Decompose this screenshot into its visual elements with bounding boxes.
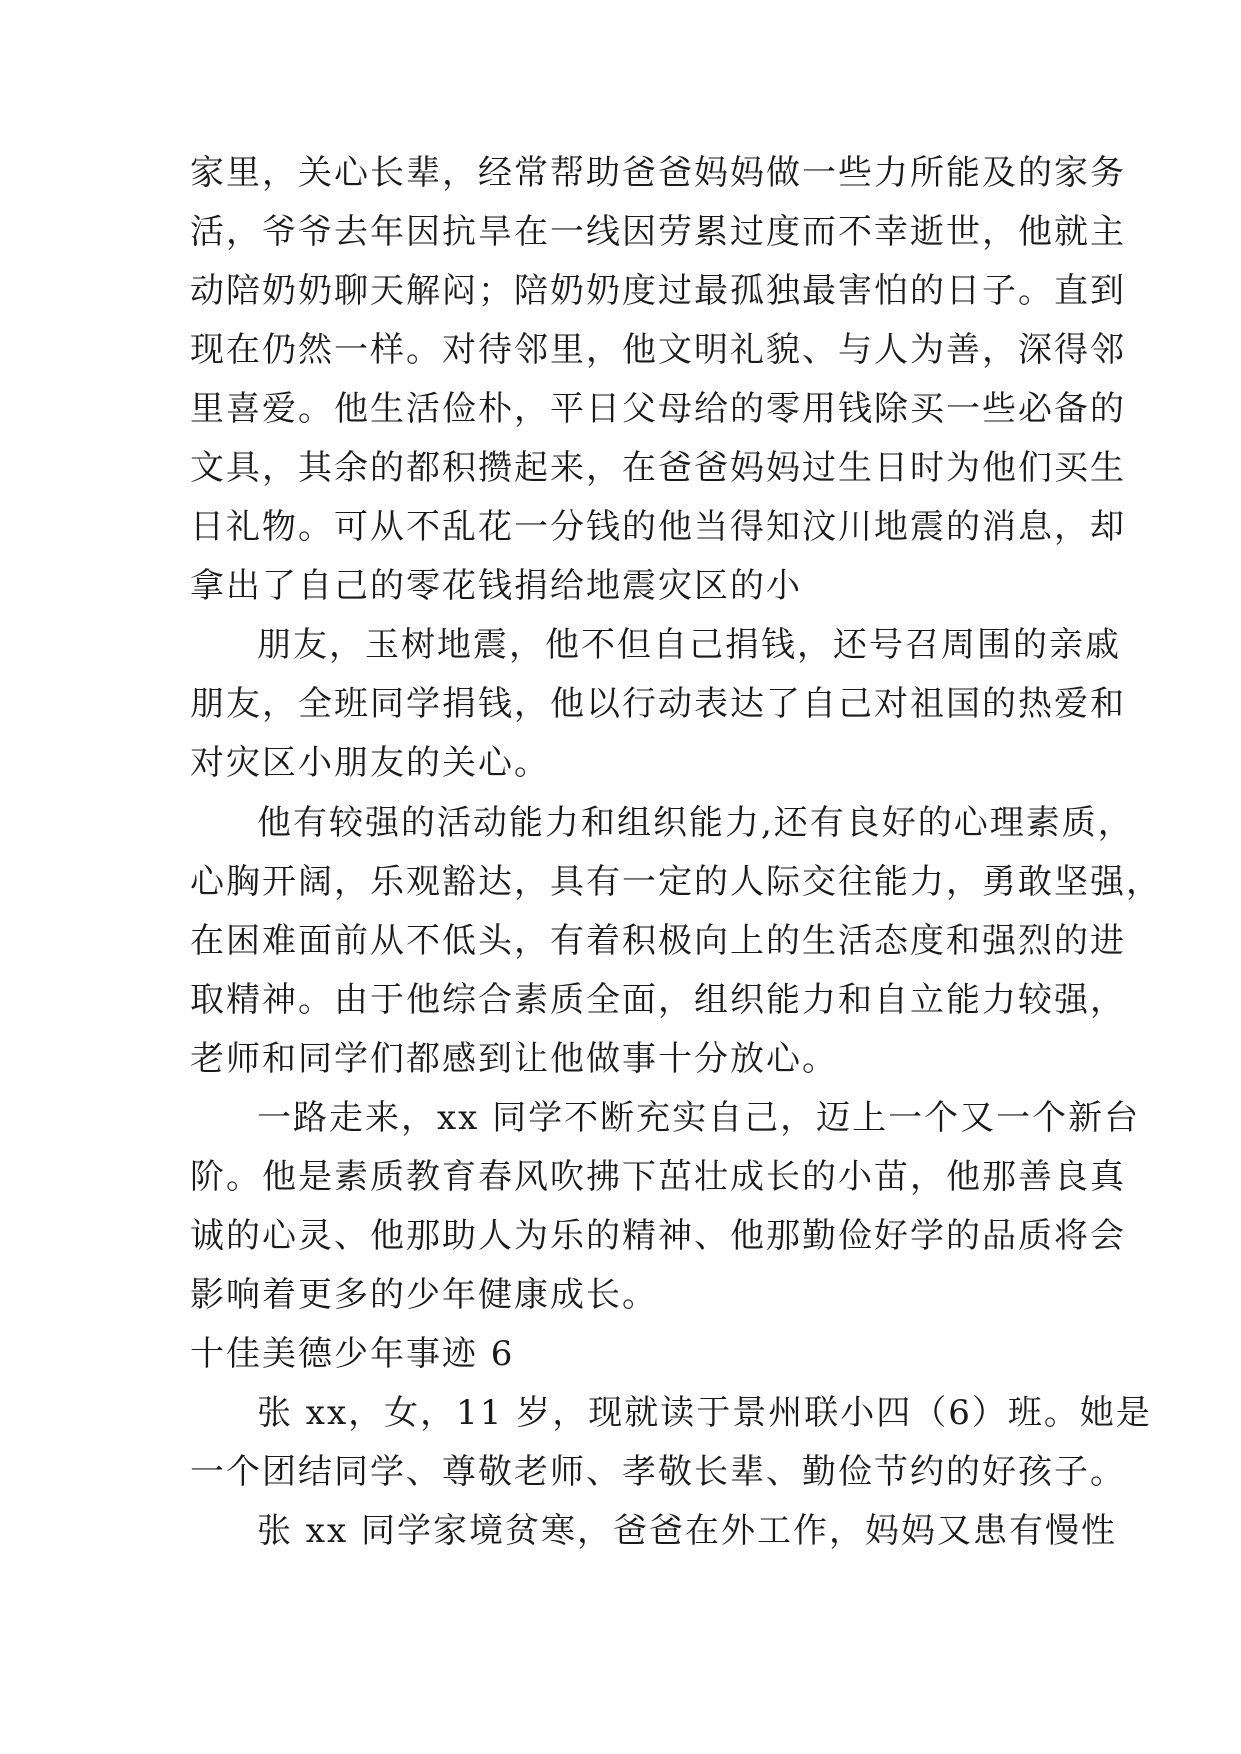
text-line: 老师和同学们都感到让他做事十分放心。 xyxy=(190,1039,838,1079)
text-line: 一路走来，xx 同学不断充实自己，迈上一个又一个新台 xyxy=(257,1098,1141,1138)
text-line: 张 xx 同学家境贫寒，爸爸在外工作，妈妈又患有慢性 xyxy=(257,1511,1117,1551)
text-line: 活，爷爷去年因抗旱在一线因劳累过度而不幸逝世，他就主 xyxy=(190,212,1126,252)
text-line: 阶。他是素质教育春风吹拂下茁壮成长的小苗，他那善良真 xyxy=(190,1157,1126,1197)
text-line: 拿出了自己的零花钱捐给地震灾区的小 xyxy=(190,566,802,606)
section-heading: 十佳美德少年事迹 6 xyxy=(190,1334,515,1374)
text-line: 动陪奶奶聊天解闷；陪奶奶度过最孤独最害怕的日子。直到 xyxy=(190,271,1126,311)
text-line: 日礼物。可从不乱花一分钱的他当得知汶川地震的消息，却 xyxy=(190,507,1126,547)
text-line: 诚的心灵、他那助人为乐的精神、他那勤俭好学的品质将会 xyxy=(190,1216,1126,1256)
text-line: 他有较强的活动能力和组织能力,还有良好的心理素质， xyxy=(257,803,1134,843)
text-line: 一个团结同学、尊敬老师、孝敬长辈、勤俭节约的好孩子。 xyxy=(190,1452,1126,1492)
text-line: 对灾区小朋友的关心。 xyxy=(190,743,550,783)
text-line: 家里，关心长辈，经常帮助爸爸妈妈做一些力所能及的家务 xyxy=(190,153,1126,193)
text-line: 在困难面前从不低头，有着积极向上的生活态度和强烈的进 xyxy=(190,921,1126,961)
text-line: 张 xx，女，11 岁，现就读于景州联小四（6）班。她是 xyxy=(257,1393,1152,1433)
text-line: 取精神。由于他综合素质全面，组织能力和自立能力较强， xyxy=(190,980,1126,1020)
text-line: 现在仍然一样。对待邻里，他文明礼貌、与人为善，深得邻 xyxy=(190,330,1126,370)
text-line: 朋友，全班同学捐钱，他以行动表达了自己对祖国的热爱和 xyxy=(190,684,1126,724)
text-line: 文具，其余的都积攒起来，在爸爸妈妈过生日时为他们买生 xyxy=(190,448,1126,488)
text-line: 朋友，玉树地震，他不但自己捐钱，还号召周围的亲戚 xyxy=(257,625,1121,665)
text-line: 影响着更多的少年健康成长。 xyxy=(190,1275,658,1315)
text-line: 里喜爱。他生活俭朴，平日父母给的零用钱除买一些必备的 xyxy=(190,389,1126,429)
text-line: 心胸开阔，乐观豁达，具有一定的人际交往能力，勇敢坚强， xyxy=(190,862,1162,902)
